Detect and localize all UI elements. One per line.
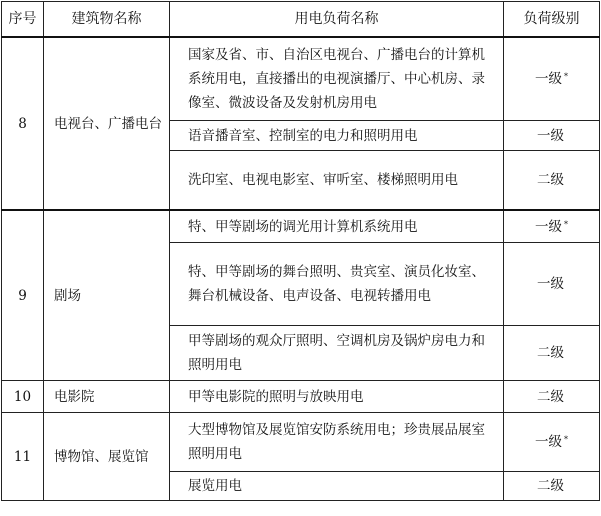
row-number: 11 xyxy=(2,413,44,501)
load-name: 语音播音室、控制室的电力和照明用电 xyxy=(170,121,504,151)
level-text: 一级 xyxy=(535,434,562,450)
load-name: 展览用电 xyxy=(170,472,504,501)
level-mark: * xyxy=(564,72,568,81)
level-text: 一级 xyxy=(535,218,562,235)
load-level xyxy=(504,210,600,243)
level-text: 二级 xyxy=(537,388,564,405)
table-row xyxy=(2,37,600,121)
header-load-name: 用电负荷名称 xyxy=(170,2,504,38)
building-name: 剧场 xyxy=(44,210,170,381)
load-level xyxy=(504,413,600,472)
level-text: 二级 xyxy=(537,478,564,494)
load-level xyxy=(504,472,600,501)
load-name: 特、甲等剧场的舞台照明、贵宾室、演员化妆室、舞台机械设备、电声设备、电视转播用电 xyxy=(170,243,504,326)
load-classification-table xyxy=(1,1,600,501)
table-row xyxy=(2,413,600,472)
header-building: 建筑物名称 xyxy=(44,2,170,38)
level-text: 二级 xyxy=(537,345,564,361)
load-level xyxy=(504,243,600,326)
level-text: 一级 xyxy=(537,127,564,144)
load-level xyxy=(504,121,600,151)
load-name: 国家及省、市、自治区电视台、广播电台的计算机系统用电，直接播出的电视演播厅、中心机房、录像室、微波设备及发射机房用电 xyxy=(170,37,504,121)
load-name: 甲等剧场的观众厅照明、空调机房及锅炉房电力和照明用电 xyxy=(170,326,504,381)
table-row xyxy=(2,381,600,413)
load-level xyxy=(504,381,600,413)
load-level xyxy=(504,37,600,121)
level-text: 一级 xyxy=(537,276,564,292)
load-name: 洗印室、电视电影室、审听室、楼梯照明用电 xyxy=(170,151,504,211)
load-level xyxy=(504,326,600,381)
level-text: 二级 xyxy=(537,172,564,188)
load-name: 特、甲等剧场的调光用计算机系统用电 xyxy=(170,210,504,243)
load-name: 甲等电影院的照明与放映用电 xyxy=(170,381,504,413)
header-no: 序号 xyxy=(2,2,44,38)
load-name: 大型博物馆及展览馆安防系统用电；珍贵展品展室照明用电 xyxy=(170,413,504,472)
table-row xyxy=(2,210,600,243)
row-number: 9 xyxy=(2,210,44,381)
header-row xyxy=(2,2,600,38)
header-level: 负荷级别 xyxy=(504,2,600,38)
row-number: 10 xyxy=(2,381,44,413)
level-mark: * xyxy=(564,219,568,229)
level-mark: * xyxy=(564,435,568,444)
row-number: 8 xyxy=(2,37,44,210)
load-level xyxy=(504,151,600,211)
building-name: 博物馆、展览馆 xyxy=(44,413,170,501)
building-name: 电视台、广播电台 xyxy=(44,37,170,210)
building-name: 电影院 xyxy=(44,381,170,413)
level-text: 一级 xyxy=(535,71,562,87)
